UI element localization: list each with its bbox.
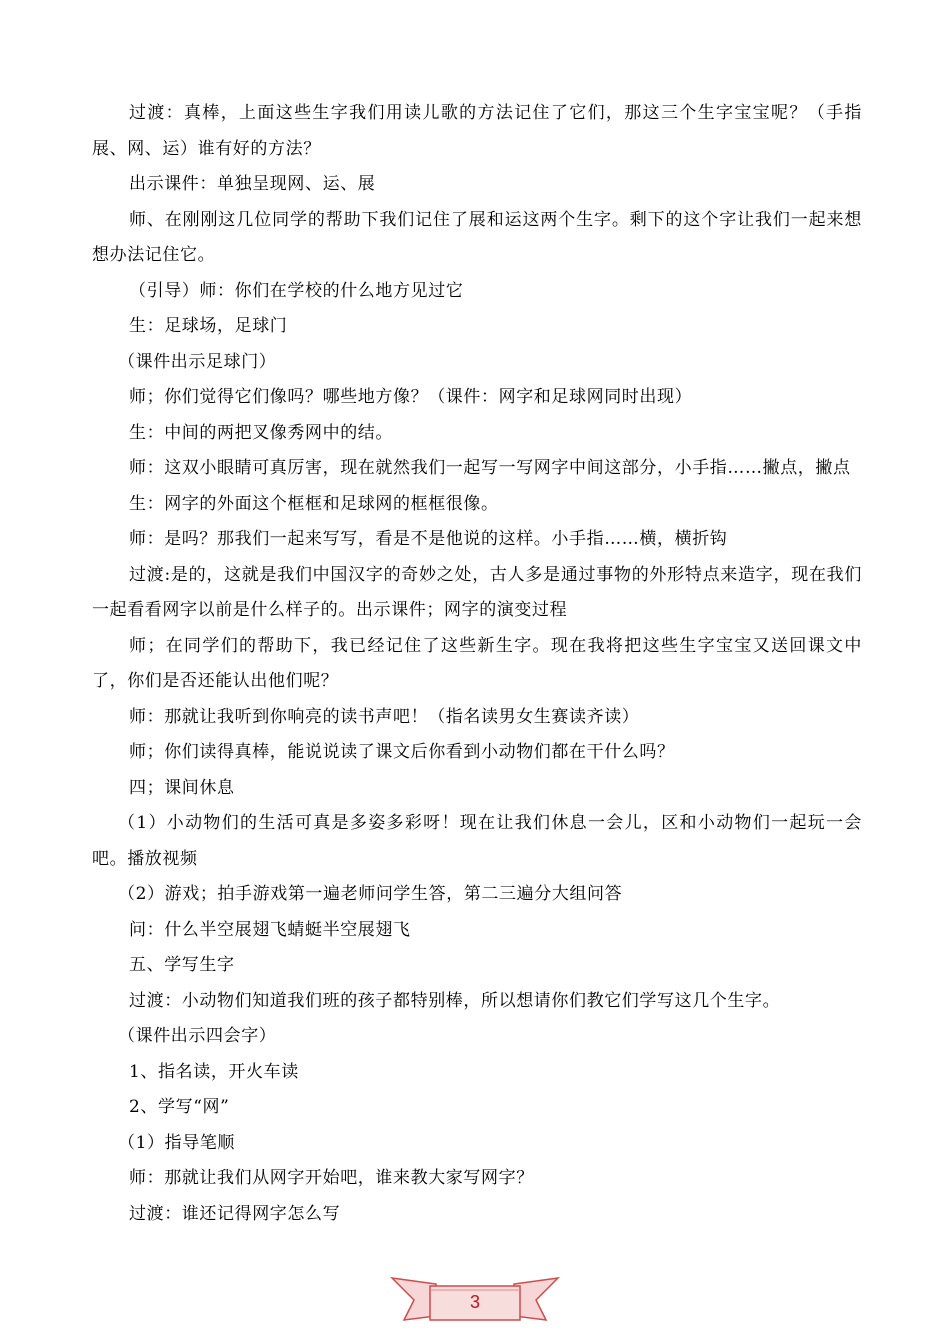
paragraph: 生：中间的两把叉像秀网中的结。 bbox=[129, 422, 393, 443]
paragraph: （2）游戏；拍手游戏第一遍老师问学生答，第二三遍分大组问答 bbox=[118, 884, 623, 904]
paragraph: 过渡：小动物们知道我们班的孩子都特别棒，所以想请你们教它们学写这几个生字。 bbox=[129, 990, 781, 1011]
paragraph: 2、学写“网” bbox=[129, 1097, 230, 1117]
paragraph: 出示课件：单独呈现网、运、展 bbox=[129, 174, 376, 194]
paragraph: 师；你们觉得它们像吗？哪些地方像？（课件：网字和足球网同时出现） bbox=[129, 387, 693, 407]
paragraph: 生：足球场，足球门 bbox=[129, 316, 288, 336]
paragraph: 师：那就让我们从网字开始吧，谁来教大家写网字？ bbox=[129, 1168, 534, 1188]
paragraph: 师：是吗？那我们一起来写写，看是不是他说的这样。小手指……横，横折钩 bbox=[129, 529, 728, 549]
paragraph: 生：网字的外面这个框框和足球网的框框很像。 bbox=[129, 493, 499, 514]
paragraph: 过渡：真棒，上面这些生字我们用读儿歌的方法记住了它们，那这三个生字宝宝呢？（手指展、网、运）谁有好的方法？ bbox=[92, 103, 862, 159]
body-text bbox=[92, 96, 862, 1232]
paragraph: （课件出示四会字） bbox=[118, 1026, 277, 1046]
paragraph: （1）小动物们的生活可真是多姿多彩呀！现在让我们休息一会儿，区和小动物们一起玩一会吧。播放视频 bbox=[92, 813, 862, 869]
paragraph: 师：这双小眼睛可真厉害，现在就然我们一起写一写网字中间这部分，小手指……撇点，撇点 bbox=[129, 458, 851, 478]
page-number: 3 bbox=[469, 1292, 480, 1312]
page-footer bbox=[390, 1272, 560, 1328]
paragraph: 师；你们读得真棒，能说说读了课文后你看到小动物们都在干什么吗？ bbox=[129, 742, 675, 762]
paragraph: 五、学写生字 bbox=[129, 955, 235, 975]
paragraph: （引导）师：你们在学校的什么地方见过它 bbox=[129, 280, 464, 301]
paragraph: （1）指导笔顺 bbox=[118, 1132, 236, 1153]
paragraph: （课件出示足球门） bbox=[118, 351, 277, 372]
paragraph: 1、指名读，开火车读 bbox=[129, 1061, 299, 1082]
paragraph: 过渡：谁还记得网字怎么写 bbox=[129, 1203, 341, 1224]
paragraph: 问：什么半空展翅飞蜻蜓半空展翅飞 bbox=[129, 919, 411, 940]
paragraph: 师；在同学们的帮助下，我已经记住了这些新生字。现在我将把这些生字宝宝又送回课文中了，你们是否还能认出他们呢？ bbox=[92, 635, 862, 691]
paragraph: 四；课间休息 bbox=[129, 777, 235, 798]
paragraph: 过渡:是的，这就是我们中国汉字的奇妙之处，古人多是通过事物的外形特点来造字，现在我们一起看看网字以前是什么样子的。出示课件；网字的演变过程 bbox=[92, 564, 862, 620]
paragraph: 师、在刚刚这几位同学的帮助下我们记住了展和运这两个生字。剩下的这个字让我们一起来想想办法记住它。 bbox=[92, 209, 862, 265]
paragraph: 师：那就让我听到你响亮的读书声吧！（指名读男女生赛读齐读） bbox=[129, 706, 640, 727]
